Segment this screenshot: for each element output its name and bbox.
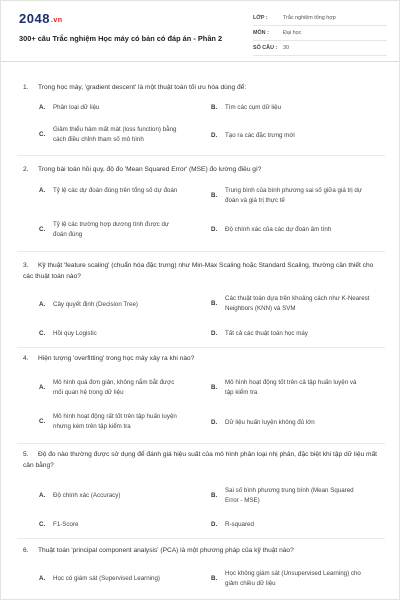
question-2-option-d[interactable]: D. Độ chính xác của các dự đoán âm tính (211, 226, 332, 233)
meta-row-subject (253, 26, 387, 41)
page-header (1, 1, 399, 62)
question-1-option-a[interactable]: A. Phân loại dữ liệu (39, 104, 100, 111)
divider (17, 443, 385, 444)
meta-value: 30 (283, 45, 289, 51)
question-1-option-c[interactable]: C. Giảm thiểu hàm mất mát (loss function) bằng cách điều chỉnh tham số mô hình (39, 126, 177, 143)
divider (17, 538, 385, 539)
question-1-option-d[interactable]: D. Tạo ra các đặc trưng mới (211, 132, 295, 139)
meta-row-class (253, 11, 387, 26)
question-1-option-b[interactable]: B. Tìm các cụm dữ liệu (211, 104, 282, 111)
question-3-option-d[interactable]: D. Tất cả các thuật toán học máy (211, 330, 308, 337)
question-6-text: 6. Thuật toán 'principal component analysis' (PCA) là một phương pháp của kỹ thuật nào? (23, 547, 294, 554)
question-4-option-d[interactable]: D. Dữ liệu huấn luyện không đủ lớn (211, 419, 315, 426)
meta-row-count (253, 41, 387, 56)
question-2-option-c[interactable]: C. Tỷ lệ các trường hợp dương tính được dự đoán đúng (39, 221, 170, 238)
question-4-option-b[interactable]: B. Mô hình hoạt động tốt trên cả tập huấn luyện và tập kiểm tra (211, 379, 357, 396)
site-logo[interactable]: 2048.vn (19, 11, 63, 26)
question-3-option-a[interactable]: A. Cây quyết định (Decision Tree) (39, 301, 138, 308)
question-5-option-c[interactable]: C. F1-Score (39, 521, 79, 528)
meta-table (253, 11, 387, 56)
question-2-option-b[interactable]: B. Trung bình của bình phương sai số giữa giá trị dự đoán và giá trị thực tế (211, 187, 362, 204)
question-3-option-b[interactable]: B. Các thuật toán dựa trên khoảng cách như K-Nearest Neighbors (KNN) và SVM (211, 295, 370, 312)
question-4-option-a[interactable]: A. Mô hình quá đơn giản, không nắm bắt được mối quan hệ trong dữ liệu (39, 379, 175, 396)
meta-key: LỚP : (253, 15, 268, 21)
question-1-text: 1. Trong học máy, 'gradient descent' là một thuật toán tối ưu hóa dùng để: (23, 84, 247, 91)
meta-key: SỐ CÂU : (253, 45, 278, 51)
question-4-text: 4. Hiện tượng 'overfitting' trong học máy xảy ra khi nào? (23, 355, 195, 362)
question-5-option-d[interactable]: D. R-squared (211, 521, 254, 528)
divider (17, 347, 385, 348)
question-4-option-c[interactable]: C. Mô hình hoạt động rất tốt trên tập huấn luyện nhưng kém trên tập kiểm tra (39, 413, 177, 430)
meta-key: MÔN : (253, 30, 269, 36)
question-6-option-b[interactable]: B. Học không giám sát (Unsupervised Learning) cho giảm chiều dữ liệu (211, 570, 361, 587)
question-6-option-a[interactable]: A. Học có giám sát (Supervised Learning) (39, 575, 160, 582)
question-2-text: 2. Trong bài toán hồi quy, độ đo 'Mean Squared Error' (MSE) đo lường điều gì? (23, 166, 262, 173)
page-title: 300+ câu Trắc nghiệm Học máy có bản có đáp án - Phần 2 (19, 34, 223, 43)
question-5-text: 5. Độ đo nào thường được sử dụng để đánh giá hiệu suất của mô hình phân loại nhị phân, đặc biệt khi tập dữ liệu mất cân bằng? (23, 451, 377, 469)
meta-value: Đại học (283, 30, 302, 36)
question-5-option-a[interactable]: A. Độ chính xác (Accuracy) (39, 492, 121, 499)
question-3-option-c[interactable]: C. Hồi quy Logistic (39, 330, 97, 337)
question-5-option-b[interactable]: B. Sai số bình phương trung bình (Mean Squared Error - MSE) (211, 487, 354, 504)
question-2-option-a[interactable]: A. Tỷ lệ các dự đoán đúng trên tổng số dự đoán (39, 187, 178, 194)
meta-value: Trắc nghiệm tổng hợp (283, 15, 336, 21)
divider (17, 155, 385, 156)
divider (17, 251, 385, 252)
question-3-text: 3. Kỹ thuật 'feature scaling' (chuẩn hóa đặc trưng) như Min-Max Scaling hoặc Standard Scaling, thường cần thiết cho các thuật toán nào? (23, 262, 374, 280)
